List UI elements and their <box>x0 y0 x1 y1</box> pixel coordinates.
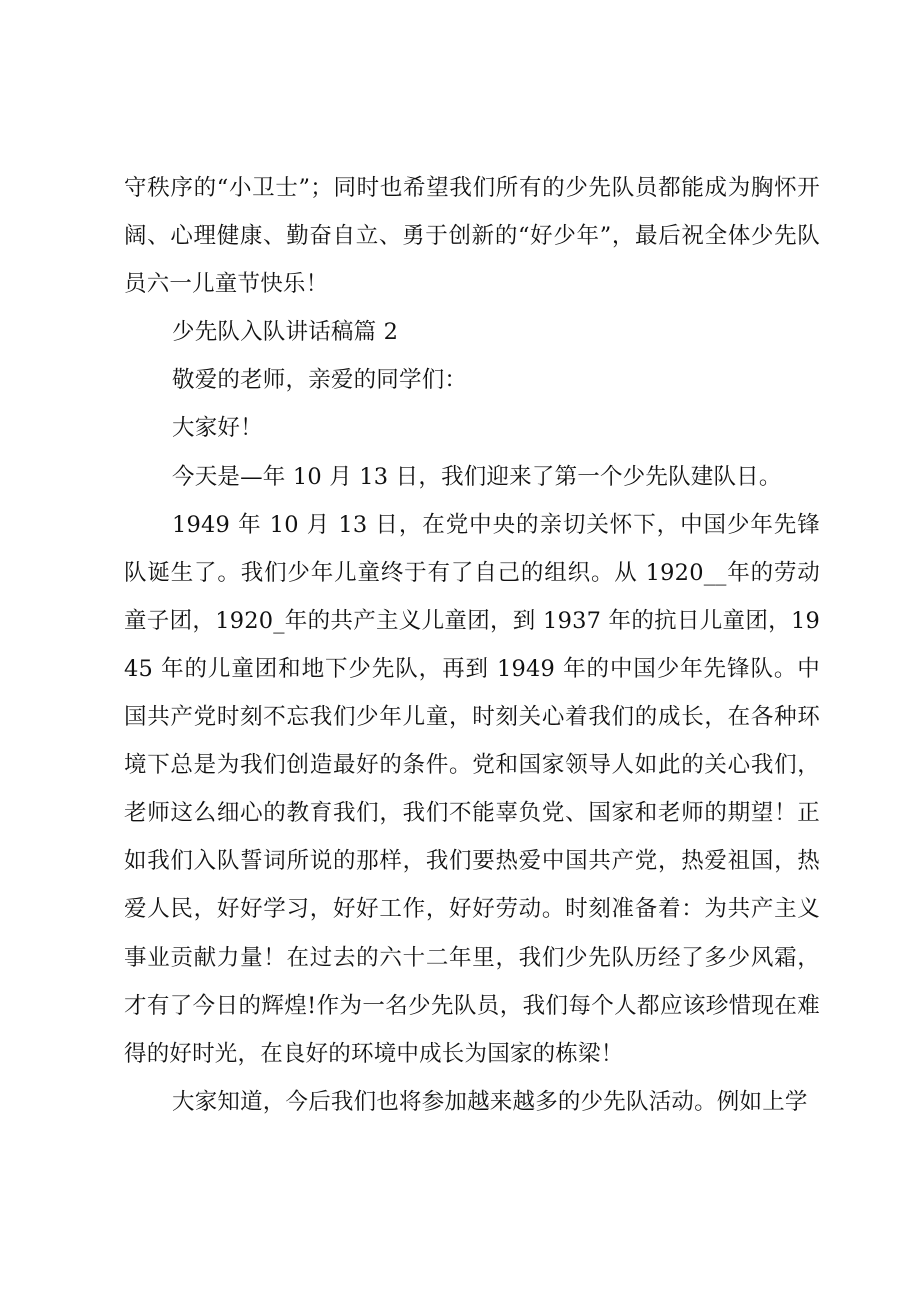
paragraph-activities: 大家知道，今后我们也将参加越来越多的少先队活动。例如上学 <box>172 1088 808 1115</box>
paragraph-intro: 今天是—年 10 月 13 日，我们迎来了第一个少先队建队日。 <box>172 463 782 490</box>
document-body <box>124 164 820 1126</box>
greeting: 大家好！ <box>172 415 263 442</box>
paragraph-history: 1949 年 10 月 13 日，在党中央的亲切关怀下，中国少年先锋队诞生了。我们少年儿童终于有了自己的组织。从 1920__年的劳动童子团，1920_年的共产主义儿童团，到 1937 年的抗日儿童团，1945 年的儿童团和地下少先队，再到 1949 年的中国少年先锋队。中国共产党时刻不忘我们少年儿童，时刻关心着我们的成长，在各种环境下总是为我们创造最好的条件。党和国家领导人如此的关心我们，老师这么细心的教育我们，我们不能辜负党、国家和老师的期望！正如我们入队誓词所说的那样，我们要热爱中国共产党，热爱祖国，热爱人民，好好学习，好好工作，好好劳动。时刻准备着：为共产主义事业贡献力量！在过去的六十二年里，我们少先队历经了多少风霜，才有了今日的辉煌!作为一名少先队员，我们每个人都应该珍惜现在难得的好时光，在良好的环境中成长为国家的栋梁！ <box>124 511 820 1067</box>
section-heading: 少先队入队讲话稿篇 2 <box>172 319 399 346</box>
paragraph-continuation: 守秩序的“小卫士”；同时也希望我们所有的少先队员都能成为胸怀开阔、心理健康、勤奋自立、勇于创新的“好少年”，最后祝全体少先队员六一儿童节快乐！ <box>124 175 820 298</box>
salutation: 敬爱的老师，亲爱的同学们： <box>172 367 468 394</box>
